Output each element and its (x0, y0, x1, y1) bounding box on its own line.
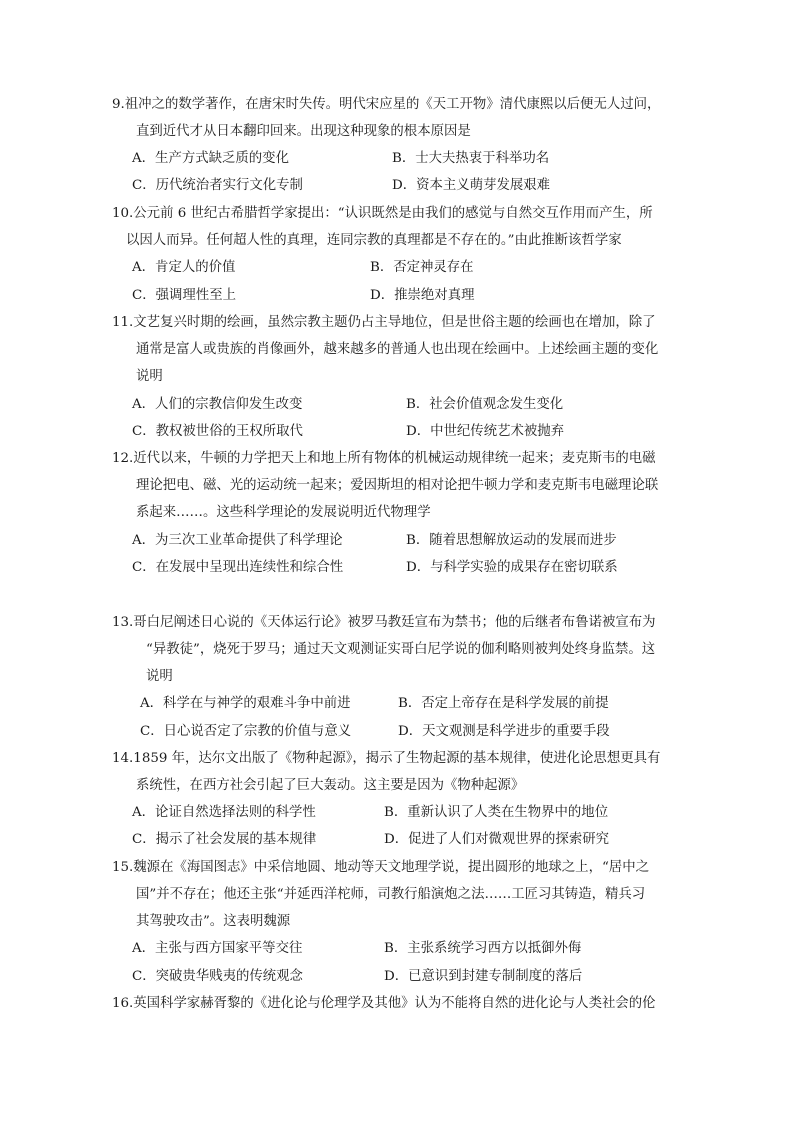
question-text-line: 国”并不存在；他还主张“并延西洋柁师，司教行船演炮之法……工匠习其铸造，精兵习 (136, 887, 646, 902)
option-a: A．肯定人的价值 (132, 260, 236, 275)
question-15 (112, 858, 649, 878)
option-b: B．重新认识了人类在生物界中的地位 (384, 805, 609, 820)
question-text-line: 英国科学家赫胥黎的《进化论与伦理学及其他》认为不能将自然的进化论与人类社会的伦 (133, 996, 656, 1011)
question-number: 13. (112, 615, 134, 630)
question-text-line: 近代以来，牛顿的力学把天上和地上所有物体的机械运动规律统一起来；麦克斯韦的电磁 (133, 451, 656, 466)
option-b: B．主张系统学习西方以抵御外侮 (384, 941, 582, 956)
question-text-line: 其驾驶攻击”。这表明魏源 (136, 914, 291, 929)
option-a: A．科学在与神学的艰难斗争中前进 (140, 696, 351, 711)
question-number: 14. (112, 751, 134, 766)
option-d: D．促进了人们对微观世界的探索研究 (384, 832, 609, 847)
question-text-line: 系起来……。这些科学理论的发展说明近代物理学 (136, 505, 431, 520)
question-text-line: 直到近代才从日本翻印回来。出现这种现象的根本原因是 (136, 124, 471, 139)
option-c: C．教权被世俗的王权所取代 (132, 424, 303, 439)
option-b: B．否定神灵存在 (370, 260, 474, 275)
question-10 (112, 204, 653, 224)
option-b: B．士大夫热衷于科举功名 (392, 151, 550, 166)
question-number: 16. (112, 996, 134, 1011)
option-d: D．资本主义萌芽发展艰难 (392, 178, 551, 193)
option-c: C．揭示了社会发展的基本规律 (132, 832, 317, 847)
question-11 (112, 313, 656, 333)
question-12 (112, 449, 656, 469)
question-text-line: 说明 (146, 669, 173, 684)
option-b: B．否定上帝存在是科学发展的前提 (398, 696, 609, 711)
option-d: D．推崇绝对真理 (370, 288, 475, 303)
question-number: 12. (112, 451, 134, 466)
question-text-line: 哥白尼阐述日心说的《天体运行论》被罗马教廷宣布为禁书；他的后继者布鲁诺被宣布为 (133, 615, 656, 630)
question-number: 10. (112, 206, 134, 221)
option-c: C．强调理性至上 (132, 288, 236, 303)
question-9 (112, 95, 660, 115)
option-c: C．在发展中呈现出连续性和综合性 (132, 560, 344, 575)
option-c: C．日心说否定了宗教的价值与意义 (140, 724, 352, 739)
question-text-line: 魏源在《海国图志》中采信地圆、地动等天文地理学说，提出圆形的地球之上，“居中之 (133, 860, 649, 875)
question-number: 15. (112, 860, 134, 875)
question-text-line: 说明 (136, 369, 163, 384)
question-16 (112, 994, 656, 1014)
question-text-line: “异教徒”，烧死于罗马；通过天文观测证实哥白尼学说的伽利略则被判处终身监禁。这 (146, 642, 656, 657)
option-d: D．已意识到封建专制制度的落后 (384, 969, 583, 984)
option-a: A．生产方式缺乏质的变化 (132, 151, 289, 166)
question-number: 11. (112, 315, 134, 330)
option-d: D．中世纪传统艺术被抛弃 (406, 424, 565, 439)
question-13 (112, 613, 656, 633)
question-14 (112, 749, 660, 769)
question-text-line: 公元前 6 世纪古希腊哲学家提出：“认识既然是由我们的感觉与自然交互作用而产生，所 (133, 206, 653, 221)
question-text-line: 祖冲之的数学著作，在唐宋时失传。明代宋应星的《天工开物》清代康熙以后便无人过问， (124, 97, 661, 112)
question-text-line: 以因人而异。任何超人性的真理，连同宗教的真理都是不存在的。”由此推断该哲学家 (126, 233, 622, 248)
option-a: A．人们的宗教信仰发生改变 (132, 397, 303, 412)
question-text-line: 文艺复兴时期的绘画，虽然宗教主题仍占主导地位，但是世俗主题的绘画也在增加，除了 (133, 315, 656, 330)
option-a: A．为三次工业革命提供了科学理论 (132, 533, 343, 548)
option-a: A．主张与西方国家平等交往 (132, 941, 303, 956)
question-text-line: 通常是富人或贵族的肖像画外，越来越多的普通人也出现在绘画中。上述绘画主题的变化 (136, 342, 659, 357)
option-a: A．论证自然选择法则的科学性 (132, 805, 316, 820)
question-text-line: 系统性，在西方社会引起了巨大轰动。这主要是因为《物种起源》 (136, 778, 525, 793)
option-c: C．突破贵华贱夷的传统观念 (132, 969, 303, 984)
option-d: D．与科学实验的成果存在密切联系 (406, 560, 618, 575)
question-number: 9. (112, 97, 125, 112)
option-d: D．天文观测是科学进步的重要手段 (398, 724, 610, 739)
option-b: B．随着思想解放运动的发展而进步 (406, 533, 617, 548)
option-c: C．历代统治者实行文化专制 (132, 178, 303, 193)
option-b: B．社会价值观念发生变化 (406, 397, 564, 412)
question-text-line: 理论把电、磁、光的运动统一起来；爱因斯坦的相对论把牛顿力学和麦克斯韦电磁理论联 (136, 478, 659, 493)
question-text-line: 1859 年，达尔文出版了《物种起源》，揭示了生物起源的基本规律，使进化论思想更具有 (133, 751, 661, 766)
